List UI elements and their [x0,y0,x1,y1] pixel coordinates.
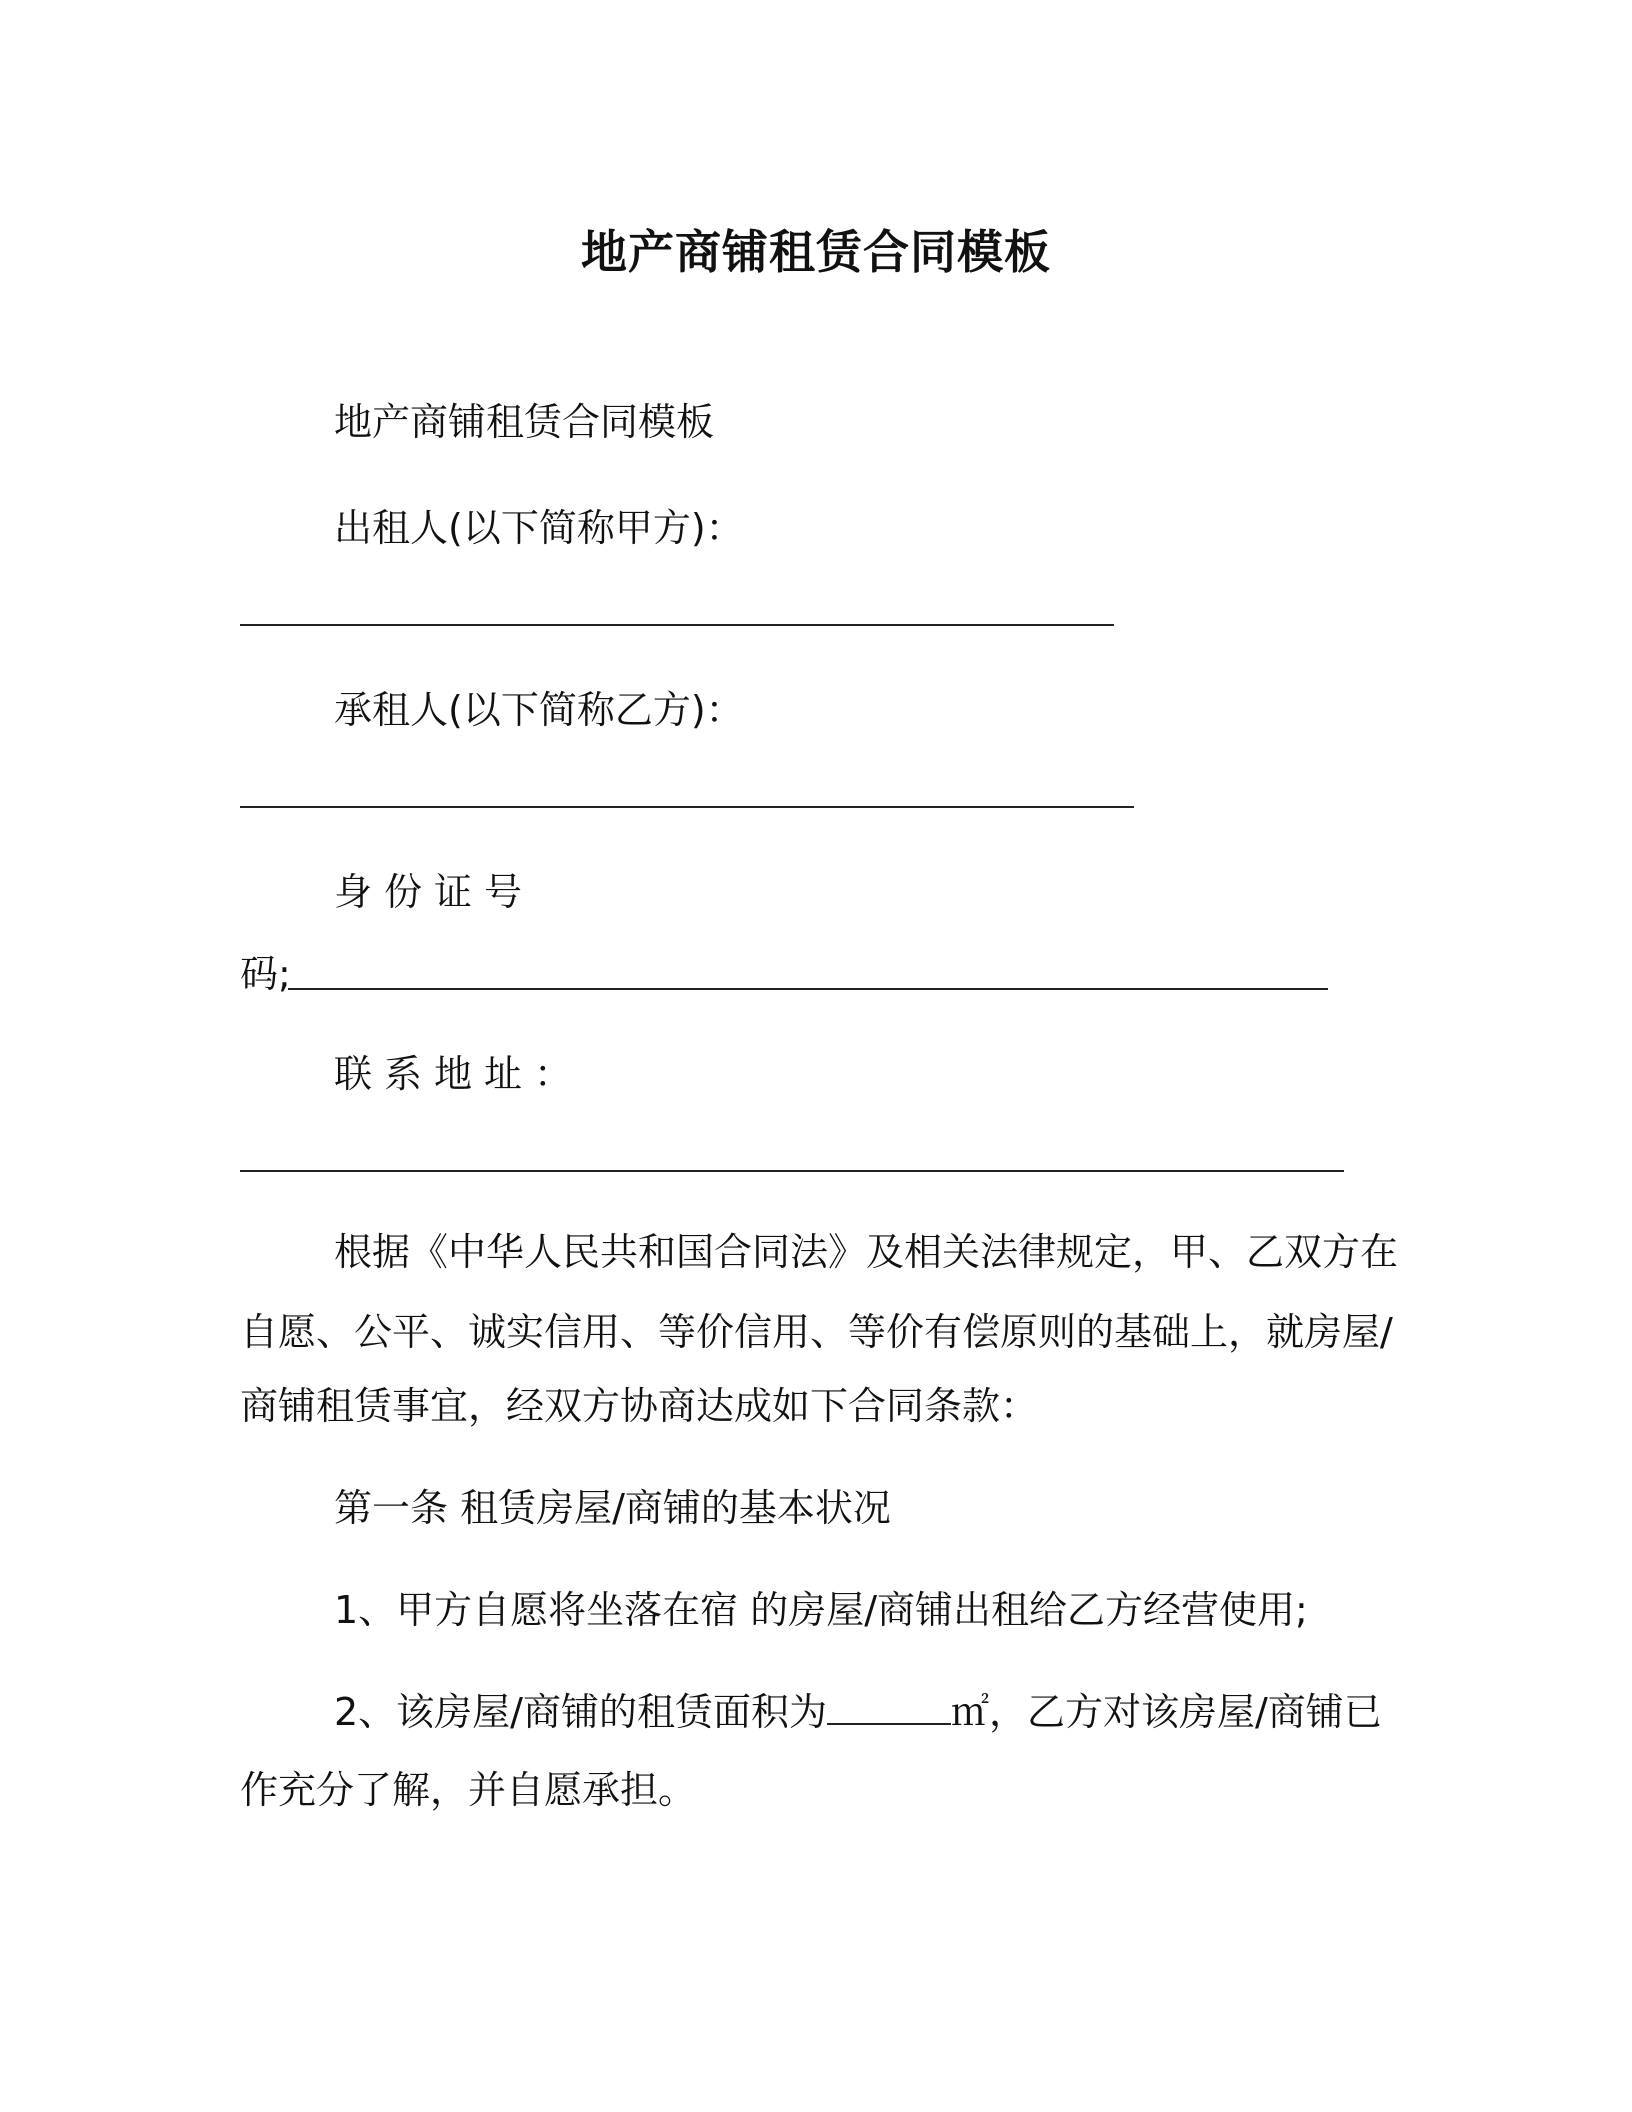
lessee-label: 承租人(以下简称乙方)： [334,688,744,732]
address-label: 联系地址： [334,1052,585,1096]
intro-paragraph-line-1: 根据《中华人民共和国合同法》及相关法律规定，甲、乙双方在 [334,1230,1399,1274]
id-number-blank-line [288,988,1328,990]
intro-paragraph-line-3: 商铺租赁事宜，经双方协商达成如下合同条款： [240,1384,1039,1428]
lessor-blank-line [240,624,1114,626]
id-number-label: 身份证号 [334,870,535,914]
lessor-label: 出租人(以下简称甲方)： [334,506,744,550]
clause-2-line-2: 作充分了解，并自愿承担。 [240,1768,697,1812]
intro-paragraph-line-2: 自愿、公平、诚实信用、等价信用、等价有偿原则的基础上，就房屋/ [240,1310,1393,1354]
address-blank-line [240,1170,1344,1172]
clause-2-prefix: 2、该房屋/商铺的租赁面积为 [334,1690,827,1734]
id-number-label-cont: 码; [240,952,291,996]
article-1-title: 第一条 租赁房屋/商铺的基本状况 [334,1486,891,1530]
clause-1: 1、甲方自愿将坐落在宿 的房屋/商铺出租给乙方经营使用; [334,1588,1308,1632]
document-subtitle: 地产商铺租赁合同模板 [334,400,715,444]
clause-2-line-1 [334,1686,1382,1738]
clause-2-suffix: ㎡，乙方对该房屋/商铺已 [950,1690,1382,1734]
document-title: 地产商铺租赁合同模板 [581,225,1051,279]
lessee-blank-line [240,806,1134,808]
area-blank [827,1691,951,1725]
